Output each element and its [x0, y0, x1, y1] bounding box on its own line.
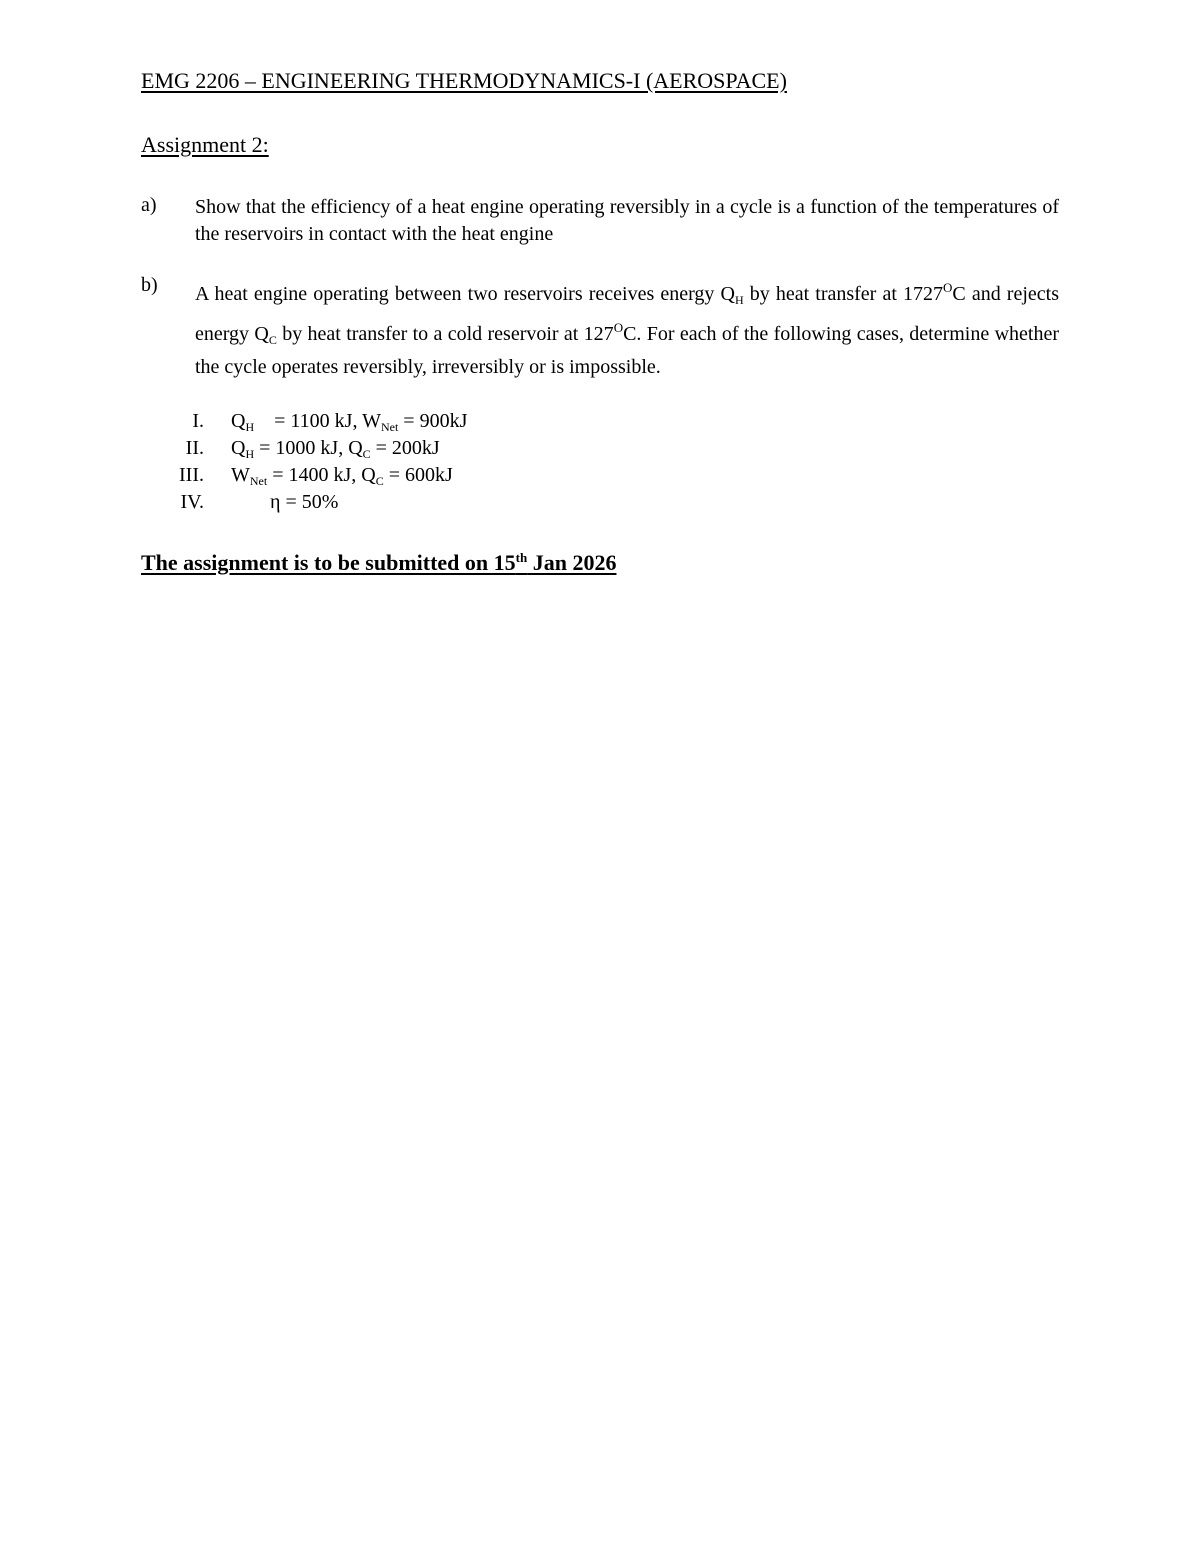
- question-b-text-part-3: C and rejects energy Q: [195, 283, 1059, 345]
- degree-symbol: O: [613, 320, 624, 335]
- question-a-text: Show that the efficiency of a heat engine operating reversibly in a cycle is a function of the temperatures of the reservoirs in contact with the heat engine: [195, 196, 1059, 245]
- question-b-text-part-4: by heat transfer to a cold reservoir at 127: [276, 323, 614, 345]
- subscript-c: C: [268, 333, 277, 347]
- case-value: = 900kJ: [398, 410, 468, 432]
- question-b-text-part-2: by heat transfer at 1727: [743, 283, 943, 305]
- case-value: = 1100 kJ, W: [254, 410, 381, 432]
- case-text: η = 50%: [270, 491, 339, 513]
- question-b-marker: b): [141, 274, 158, 296]
- case-subscript: H: [245, 447, 255, 461]
- question-b-text-part-5: C. For each of the following cases, determine whether the cycle operates reversibly, irreversibly or is impossible.: [195, 323, 1059, 378]
- case-symbol: W: [231, 464, 250, 486]
- deadline-text-part-2: Jan 2026: [527, 550, 617, 575]
- degree-symbol: O: [942, 280, 953, 295]
- subscript-h: H: [734, 293, 744, 307]
- case-subscript: Net: [249, 474, 268, 488]
- case-text: [231, 410, 467, 435]
- assignment-heading: Assignment 2:: [141, 132, 269, 157]
- case-value: = 200kJ: [370, 437, 440, 459]
- case-value: = 600kJ: [383, 464, 453, 486]
- course-title: EMG 2206 – ENGINEERING THERMODYNAMICS-I (AEROSPACE): [141, 68, 787, 93]
- question-a-marker: a): [141, 194, 157, 216]
- case-subscript: Net: [380, 420, 399, 434]
- submission-deadline: [141, 550, 616, 576]
- case-number: I.: [192, 410, 204, 432]
- case-value: = 1000 kJ, Q: [254, 437, 363, 459]
- case-subscript: C: [362, 447, 371, 461]
- case-number: IV.: [180, 491, 204, 513]
- case-text: [231, 437, 440, 462]
- case-subscript: H: [245, 420, 255, 434]
- case-number: II.: [185, 437, 204, 459]
- question-b-text-part-1: A heat engine operating between two reservoirs receives energy Q: [195, 283, 735, 305]
- deadline-ordinal: th: [515, 550, 528, 565]
- case-number: III.: [179, 464, 204, 486]
- question-b-text: [195, 274, 1059, 381]
- case-symbol: Q: [231, 437, 246, 459]
- case-text: [231, 464, 453, 489]
- case-value: = 1400 kJ, Q: [267, 464, 376, 486]
- deadline-text-part-1: The assignment is to be submitted on 15: [141, 550, 516, 575]
- case-symbol: Q: [231, 410, 246, 432]
- case-subscript: C: [375, 474, 384, 488]
